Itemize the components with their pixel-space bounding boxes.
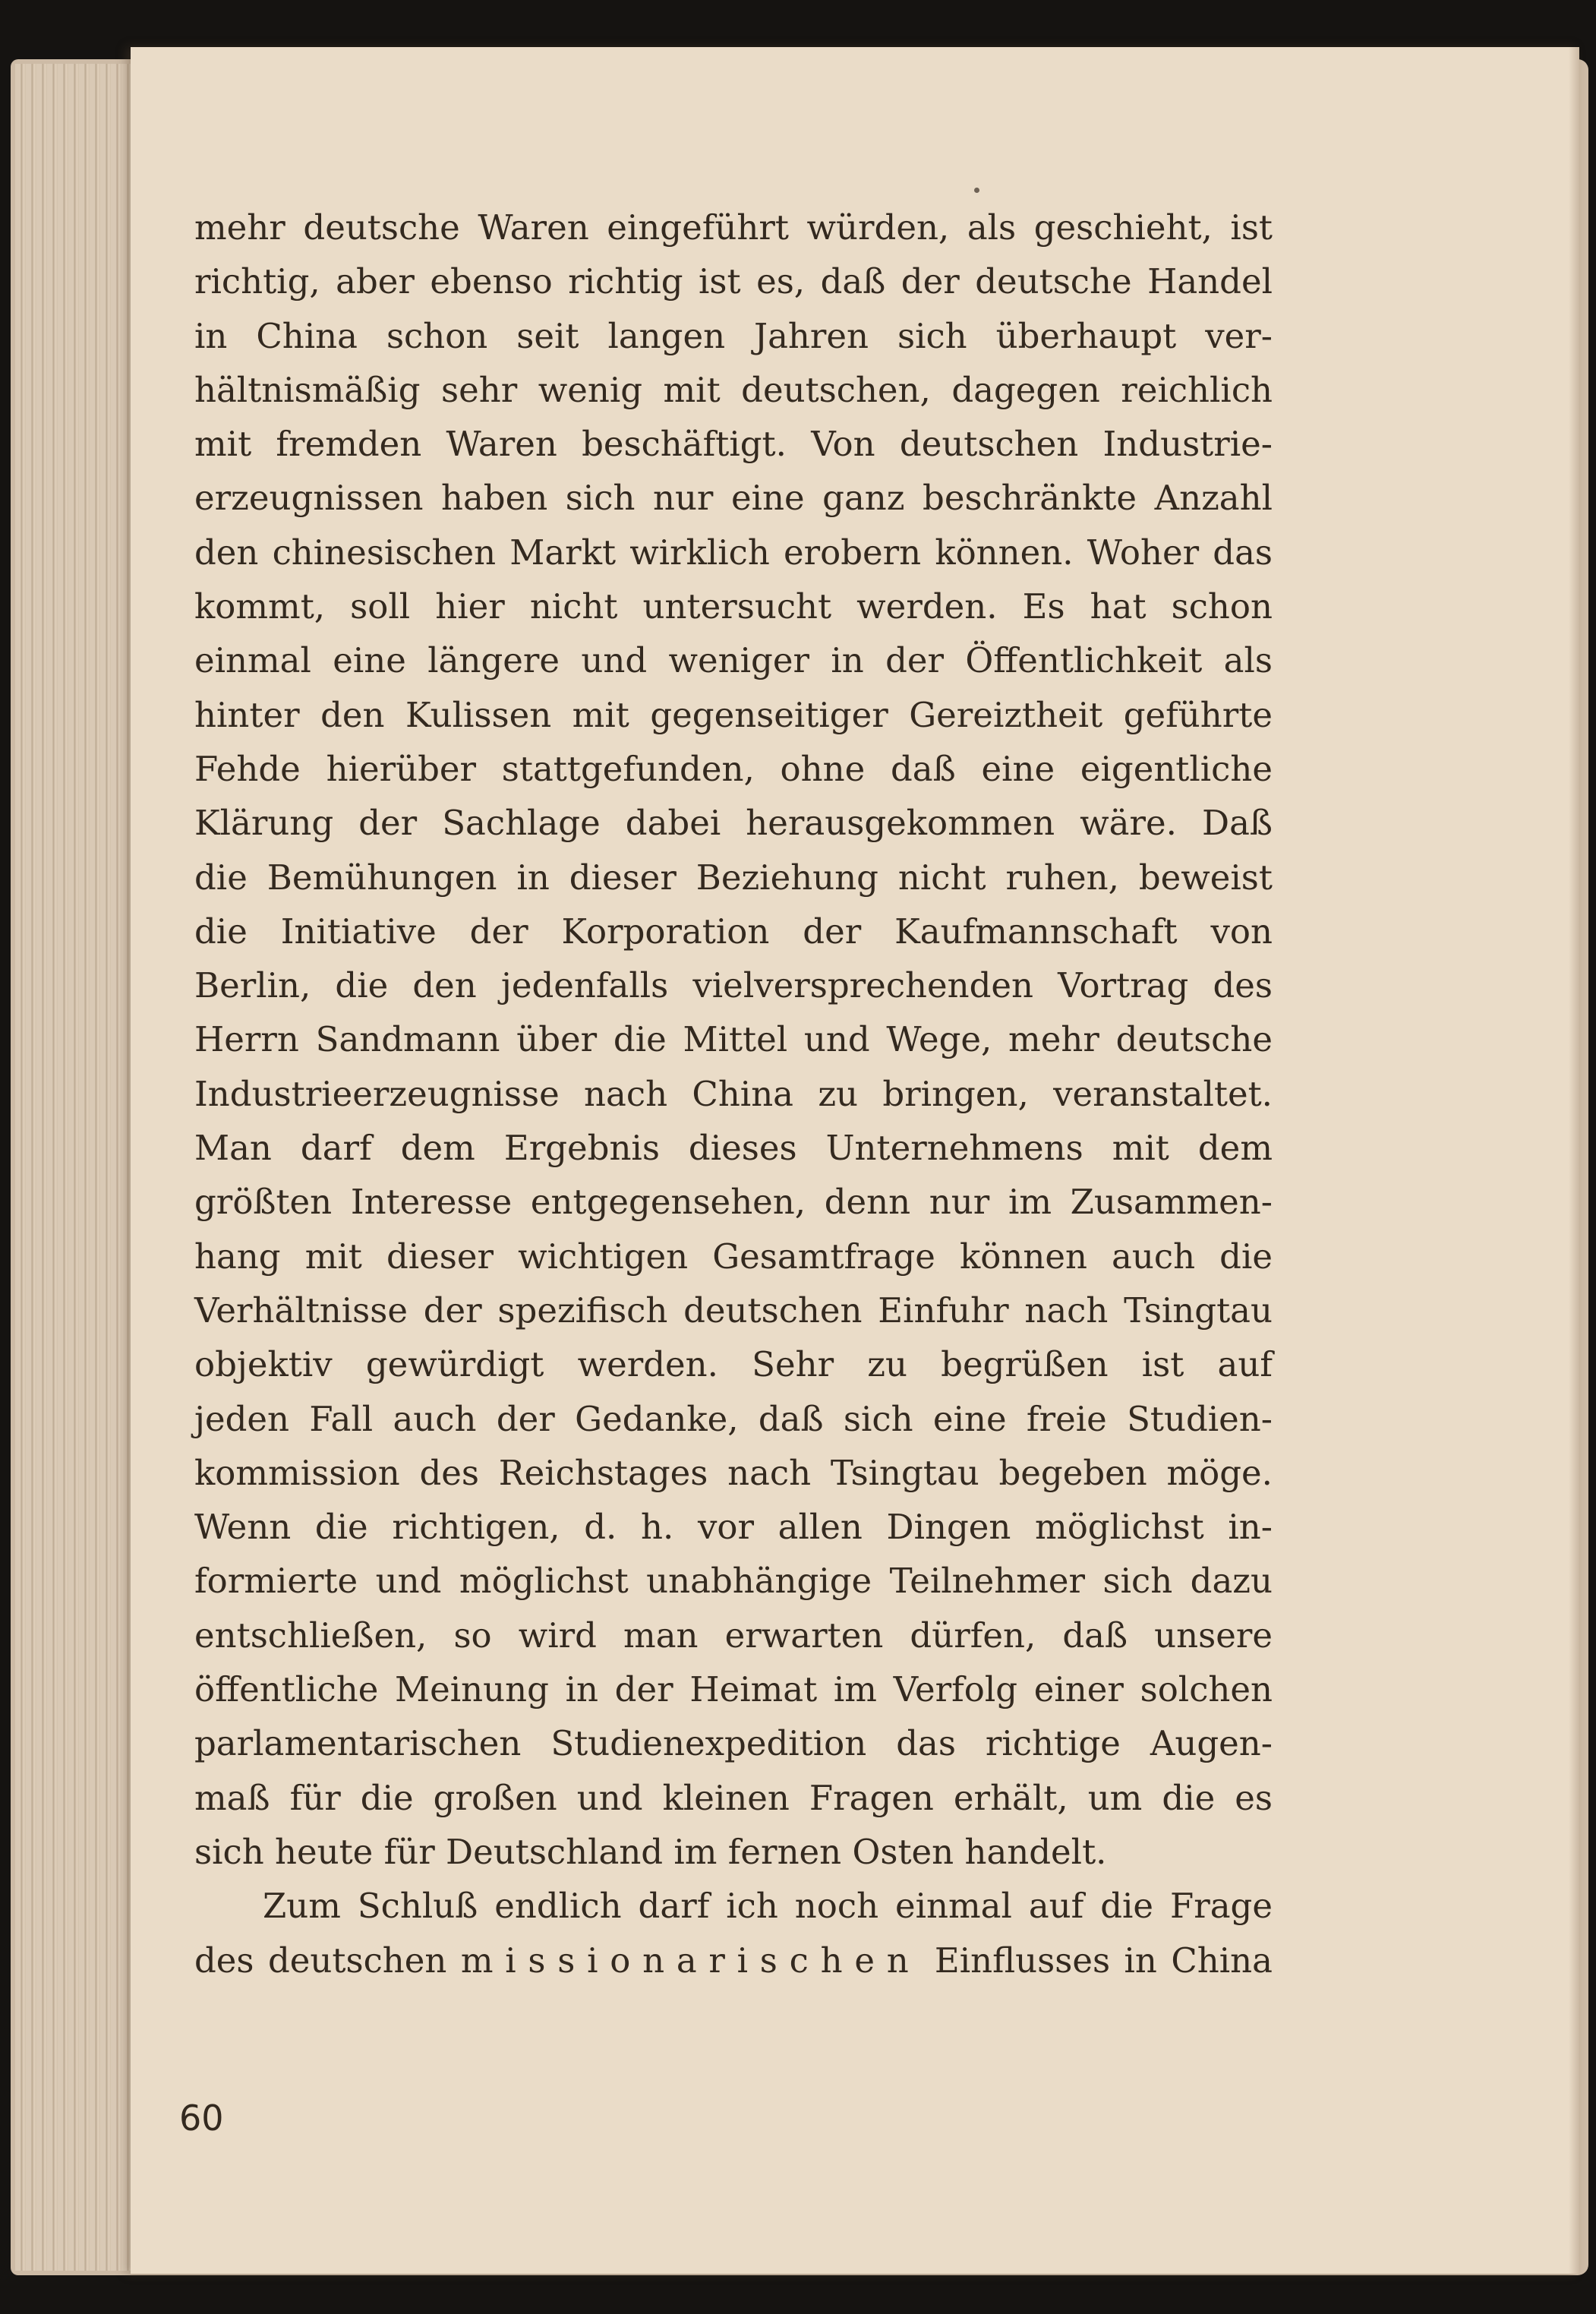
text-line: in China schon seit langen Jahren sich überhaupt ver- <box>194 315 1273 356</box>
page-edges <box>15 64 137 2271</box>
text-line: Herrn Sandmann über die Mittel und Wege, mehr deutsche <box>194 1019 1273 1060</box>
text-line: erzeugnissen haben sich nur eine ganz beschränkte Anzahl <box>194 478 1273 519</box>
text-line: kommt, soll hier nicht untersucht werden. Es hat schon <box>194 586 1273 627</box>
body-text <box>194 200 1273 1987</box>
text-line: Wenn die richtigen, d. h. vor allen Dingen möglichst in- <box>194 1507 1273 1548</box>
text-line: formierte und möglichst unabhängige Teilnehmer sich dazu <box>194 1561 1273 1602</box>
text-line: öffentliche Meinung in der Heimat im Verfolg einer solchen <box>194 1669 1273 1710</box>
text-line: mit fremden Waren beschäftigt. Von deutschen Industrie- <box>194 424 1273 465</box>
text-run: des deutschen <box>194 1940 447 1981</box>
text-line: die Bemühungen in dieser Beziehung nicht ruhen, beweist <box>194 857 1273 898</box>
text-line: objektiv gewürdigt werden. Sehr zu begrüßen ist auf <box>194 1344 1273 1385</box>
page-number: 60 <box>179 2098 224 2139</box>
text-run: Einflusses in China <box>934 1940 1273 1981</box>
text-line: Berlin, die den jedenfalls vielversprechenden Vortrag des <box>194 965 1273 1006</box>
text-line: mehr deutsche Waren eingeführt würden, als geschieht, ist <box>194 207 1273 248</box>
emphasized-word: missionarischen <box>460 1940 921 1981</box>
text-line: hinter den Kulissen mit gegenseitiger Gereiztheit geführte <box>194 694 1273 735</box>
text-line: Man darf dem Ergebnis dieses Unternehmens mit dem <box>194 1128 1273 1169</box>
text-line: parlamentarischen Studienexpedition das richtige Augen- <box>194 1723 1273 1764</box>
text-line: jeden Fall auch der Gedanke, daß sich eine freie Studien- <box>194 1398 1273 1439</box>
text-line: einmal eine längere und weniger in der Öffentlichkeit als <box>194 640 1273 681</box>
text-line: Verhältnisse der spezifisch deutschen Einfuhr nach Tsingtau <box>194 1290 1273 1331</box>
text-line: hältnismäßig sehr wenig mit deutschen, dagegen reichlich <box>194 369 1273 410</box>
paragraph-end-line: sich heute für Deutschland im fernen Osten handelt. <box>194 1831 1107 1872</box>
text-line: Fehde hierüber stattgefunden, ohne daß eine eigentliche <box>194 748 1273 789</box>
text-line: größten Interesse entgegensehen, denn nur im Zusammen- <box>194 1182 1273 1223</box>
text-line: entschließen, so wird man erwarten dürfen, daß unsere <box>194 1615 1273 1656</box>
text-line: maß für die großen und kleinen Fragen erhält, um die es <box>194 1777 1273 1818</box>
text-line: richtig, aber ebenso richtig ist es, daß der deutsche Handel <box>194 261 1273 302</box>
text-line: kommission des Reichstages nach Tsingtau begeben möge. <box>194 1452 1273 1493</box>
paragraph-start-line: Zum Schluß endlich darf ich noch einmal auf die Frage <box>263 1886 1273 1927</box>
page-edge-shadow <box>1569 47 1579 2274</box>
text-line: hang mit dieser wichtigen Gesamtfrage können auch die <box>194 1236 1273 1277</box>
text-line: die Initiative der Korporation der Kaufmannschaft von <box>194 911 1273 952</box>
text-line: Industrieerzeugnisse nach China zu bringen, veranstaltet. <box>194 1073 1273 1114</box>
text-line: den chinesischen Markt wirklich erobern können. Woher das <box>194 532 1273 573</box>
paper-speck <box>974 188 979 193</box>
text-line-emphasis <box>194 1934 1273 1987</box>
text-line: Klärung der Sachlage dabei herausgekommen wäre. Daß <box>194 803 1273 844</box>
